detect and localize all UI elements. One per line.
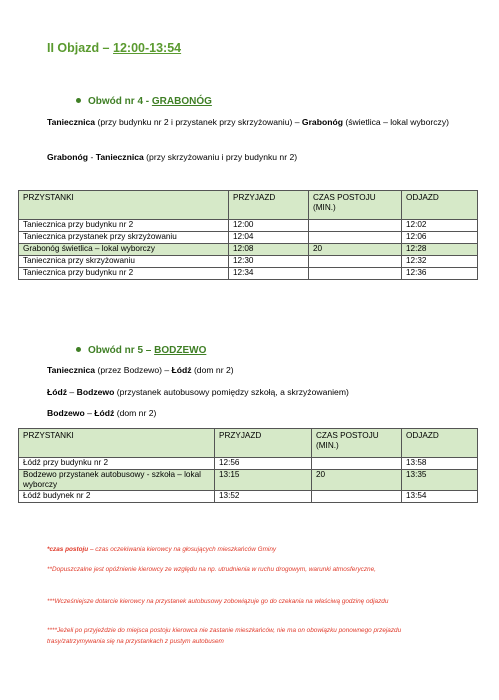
cell-arrival: 13:52 — [215, 491, 312, 503]
route5-title — [76, 345, 206, 356]
cell-stop: Grabonóg świetlica – lokal wyborczy — [19, 244, 229, 256]
bullet-icon — [76, 347, 81, 352]
route5-title-name: BODZEWO — [154, 345, 207, 356]
note-early-arrival: ***Wcześniejsze dotarcie kierowcy na przystanek autobusowy zobowiązuje go do czekania na właściwą godzinę odjazdu — [47, 598, 389, 605]
cell-stop-time — [309, 232, 402, 244]
table-row — [19, 458, 478, 470]
cell-stop-time — [309, 220, 402, 232]
cell-stop: Łódź przy budynku nr 2 — [19, 458, 215, 470]
table-row-highlighted — [19, 470, 478, 491]
bullet-icon — [76, 98, 81, 103]
note-stop-time-text: – czas oczekiwania kierowcy na głosujących mieszkańców Gminy — [88, 546, 277, 553]
column-header-stops: PRZYSTANKI — [19, 191, 229, 220]
table-row — [19, 232, 478, 244]
cell-departure: 13:58 — [402, 458, 478, 470]
route4-schedule-table — [18, 190, 478, 280]
cell-arrival: 13:15 — [215, 470, 312, 491]
route5-line2-text-b: (przystanek autobusowy pomiędzy szkołą, a skrzyżowaniem) — [114, 387, 349, 397]
note-stop-time-term: *czas postoju — [47, 546, 89, 553]
cell-departure: 12:32 — [402, 256, 478, 268]
cell-stop: Taniecznica przy skrzyżowaniu — [19, 256, 229, 268]
route5-line3-text-a: – — [84, 408, 95, 418]
route5-line1-text-b: (dom nr 2) — [191, 365, 234, 375]
note-no-passengers: ****Jeżeli po przyjeździe do miejsca postoju kierowca nie zastanie mieszkańców, nie ma on obowiązku ponownego przejazdu trasy/zatrzymywania się na przystankach z pustym autobusem — [47, 627, 402, 645]
cell-stop-time — [309, 256, 402, 268]
route4-title — [76, 96, 212, 107]
cell-stop-time — [312, 491, 402, 503]
table-row — [19, 268, 478, 280]
cell-departure: 13:54 — [402, 491, 478, 503]
cell-stop-time — [312, 458, 402, 470]
cell-departure: 12:02 — [402, 220, 478, 232]
route4-line2-place-b: Taniecznica — [95, 152, 144, 162]
route5-line2-text-a: – — [67, 387, 77, 397]
route4-line1-place-b: Grabonóg — [301, 117, 343, 127]
column-header-departure: ODJAZD — [402, 191, 478, 220]
cell-departure: 12:36 — [402, 268, 478, 280]
cell-stop-time — [309, 268, 402, 280]
note-delay: **Dopuszczalne jest opóźnienie kierowcy ze względu na np. utrudnienia w ruchu drogowym, warunki atmosferyczne, — [47, 566, 376, 573]
route4-line2-place-a: Grabonóg — [47, 152, 89, 162]
route4-line2-text-b: (przy skrzyżowaniu i przy budynku nr 2) — [143, 152, 298, 162]
cell-departure: 13:35 — [402, 470, 478, 491]
route5-line1-text-a: (przez Bodzewo) – — [95, 365, 172, 375]
route4-line2 — [47, 151, 457, 163]
title-time: 12:00-13:54 — [113, 41, 182, 55]
table-row — [19, 220, 478, 232]
route5-line3-place-a: Bodzewo — [47, 408, 85, 418]
cell-departure: 12:28 — [402, 244, 478, 256]
table-header-row — [19, 429, 478, 458]
column-header-stop-time: CZAS POSTOJU (MIN.) — [309, 191, 402, 220]
route5-schedule-table — [18, 428, 478, 503]
route4-title-prefix: Obwód nr 4 - — [88, 96, 152, 107]
cell-arrival: 12:00 — [229, 220, 309, 232]
route5-line1-place-b: Łódź — [171, 365, 192, 375]
route5-line2-place-a: Łódź — [47, 387, 68, 397]
route4-line1-text-a: (przy budynku nr 2 i przystanek przy skrzyżowaniu) – — [95, 117, 302, 127]
cell-stop-time: 20 — [309, 244, 402, 256]
table-row — [19, 256, 478, 268]
column-header-stops: PRZYSTANKI — [19, 429, 215, 458]
column-header-stop-time: CZAS POSTOJU (MIN.) — [312, 429, 402, 458]
table-row-highlighted — [19, 244, 478, 256]
page-title — [47, 41, 181, 55]
route5-line2 — [47, 386, 457, 398]
cell-stop: Łódź budynek nr 2 — [19, 491, 215, 503]
route5-line3-place-b: Łódź — [94, 408, 115, 418]
cell-arrival: 12:34 — [229, 268, 309, 280]
table-row — [19, 491, 478, 503]
column-header-arrival: PRZYJAZD — [215, 429, 312, 458]
note-stop-time — [47, 544, 457, 555]
route4-line2-text-a: - — [88, 152, 96, 162]
cell-stop: Taniecznica przystanek przy skrzyżowaniu — [19, 232, 229, 244]
cell-arrival: 12:30 — [229, 256, 309, 268]
route4-title-name: GRABONÓG — [151, 96, 212, 107]
route5-line1-place-a: Taniecznica — [47, 365, 96, 375]
cell-stop: Bodzewo przystanek autobusowy - szkoła – lokal wyborczy — [19, 470, 215, 491]
route5-line3 — [47, 407, 457, 419]
cell-stop: Taniecznica przy budynku nr 2 — [19, 220, 229, 232]
cell-departure: 12:06 — [402, 232, 478, 244]
route4-line1 — [47, 116, 457, 128]
cell-stop: Taniecznica przy budynku nr 2 — [19, 268, 229, 280]
table-header-row — [19, 191, 478, 220]
cell-arrival: 12:04 — [229, 232, 309, 244]
column-header-departure: ODJAZD — [402, 429, 478, 458]
title-prefix: II Objazd – — [47, 41, 113, 55]
route5-title-prefix: Obwód nr 5 – — [88, 345, 155, 356]
route5-line3-text-b: (dom nr 2) — [114, 408, 157, 418]
route4-line1-place-a: Taniecznica — [47, 117, 96, 127]
cell-arrival: 12:08 — [229, 244, 309, 256]
route5-line2-place-b: Bodzewo — [76, 387, 115, 397]
cell-stop-time: 20 — [312, 470, 402, 491]
cell-arrival: 12:56 — [215, 458, 312, 470]
route5-line1 — [47, 364, 457, 376]
column-header-arrival: PRZYJAZD — [229, 191, 309, 220]
route4-line1-text-b: (świetlica – lokal wyborczy) — [342, 117, 449, 127]
